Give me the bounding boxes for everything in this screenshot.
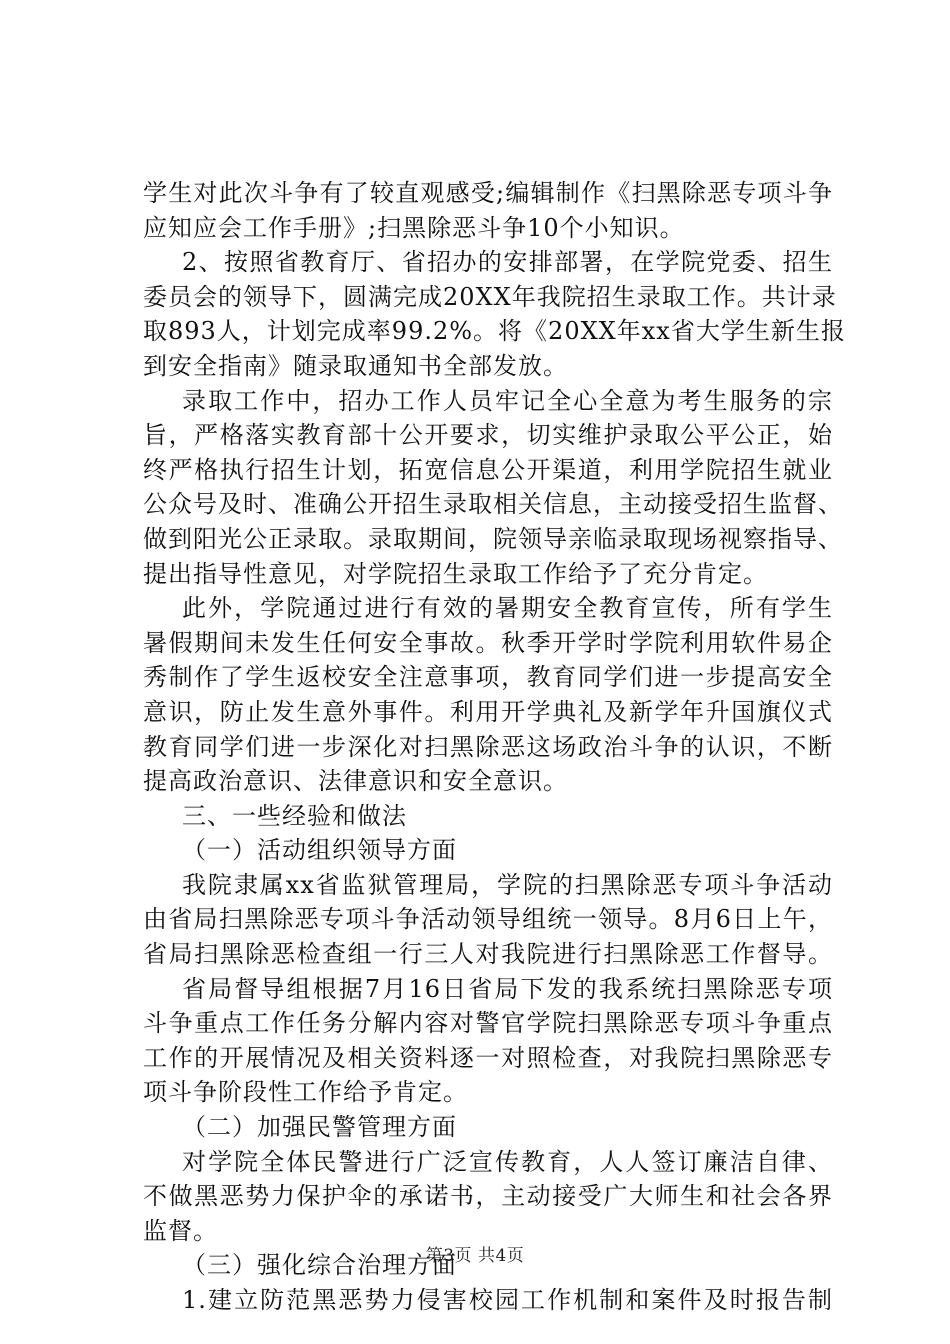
subsection-heading: （一）活动组织领导方面 (182, 836, 457, 865)
text-line: 提出指导性意见，对学院招生录取工作给予了充分肯定。 (143, 559, 768, 588)
text-line: 项斗争阶段性工作给予肯定。 (143, 1078, 468, 1107)
text-line: 不做黑恶势力保护伞的承诺书，主动接受广大师生和社会各界 (143, 1182, 833, 1211)
text-line: 此外，学院通过进行有效的暑期安全教育宣传，所有学生 (182, 594, 833, 623)
text-line: 学生对此次斗争有了较直观感受;编辑制作《扫黑除恶专项斗争 (143, 179, 833, 207)
text-line: 提高政治意识、法律意识和安全意识。 (143, 767, 568, 796)
text-line: 暑假期间未发生任何安全事故。秋季开学时学院利用软件易企 (143, 628, 833, 657)
text-line: 工作的开展情况及相关资料逐一对照检查，对我院扫黑除恶专 (143, 1043, 833, 1072)
text-line: 监督。 (143, 1216, 218, 1245)
section-heading: 三、一些经验和做法 (182, 801, 407, 830)
text-line: 做到阳光公正录取。录取期间，院领导亲临录取现场视察指导、 (143, 524, 843, 553)
text-line: 省局督导组根据7月16日省局下发的我系统扫黑除恶专项 (182, 974, 833, 1003)
subsection-heading: （二）加强民警管理方面 (182, 1113, 457, 1142)
text-line: 由省局扫黑除恶专项斗争活动领导组统一领导。8月6日上午， (143, 905, 833, 934)
text-line: 取893人，计划完成率99.2%。将《20XX年xx省大学生新生报 (143, 317, 846, 346)
text-line: 对学院全体民警进行广泛宣传教育，人人签订廉洁自律、 (182, 1147, 833, 1176)
text-line: 终严格执行招生计划，拓宽信息公开渠道，利用学院招生就业 (143, 455, 833, 484)
text-line: 省局扫黑除恶检查组一行三人对我院进行扫黑除恶工作督导。 (143, 940, 833, 969)
text-line: 录取工作中，招办工作人员牢记全心全意为考生服务的宗 (182, 386, 833, 415)
text-line: 教育同学们进一步深化对扫黑除恶这场政治斗争的认识，不断 (143, 732, 833, 761)
text-line: 到安全指南》随录取通知书全部发放。 (143, 351, 568, 380)
text-line: 应知应会工作手册》;扫黑除恶斗争10个小知识。 (143, 213, 685, 242)
document-body (143, 176, 846, 1318)
page-number-footer: 第3页 共4页 (425, 1246, 525, 1266)
text-line: 1.建立防范黑恶势力侵害校园工作机制和案件及时报告制 (182, 1286, 833, 1314)
text-line: 公众号及时、准确公开招生录取相关信息，主动接受招生监督、 (143, 490, 843, 519)
text-line: 意识，防止发生意外事件。利用开学典礼及新学年升国旗仪式 (143, 697, 833, 726)
text-line: 斗争重点工作任务分解内容对警官学院扫黑除恶专项斗争重点 (143, 1009, 833, 1038)
text-line: 2、按照省教育厅、省招办的安排部署，在学院党委、招生 (182, 248, 833, 277)
text-line: 旨，严格落实教育部十公开要求，切实维护录取公平公正，始 (143, 421, 833, 450)
text-line: 委员会的领导下，圆满完成20XX年我院招生录取工作。共计录 (143, 282, 837, 311)
subsection-heading: （三）强化综合治理方面 (182, 1251, 457, 1280)
text-line: 秀制作了学生返校安全注意事项，教育同学们进一步提高安全 (143, 663, 833, 692)
text-line: 我院隶属xx省监狱管理局，学院的扫黑除恶专项斗争活动 (182, 870, 833, 899)
